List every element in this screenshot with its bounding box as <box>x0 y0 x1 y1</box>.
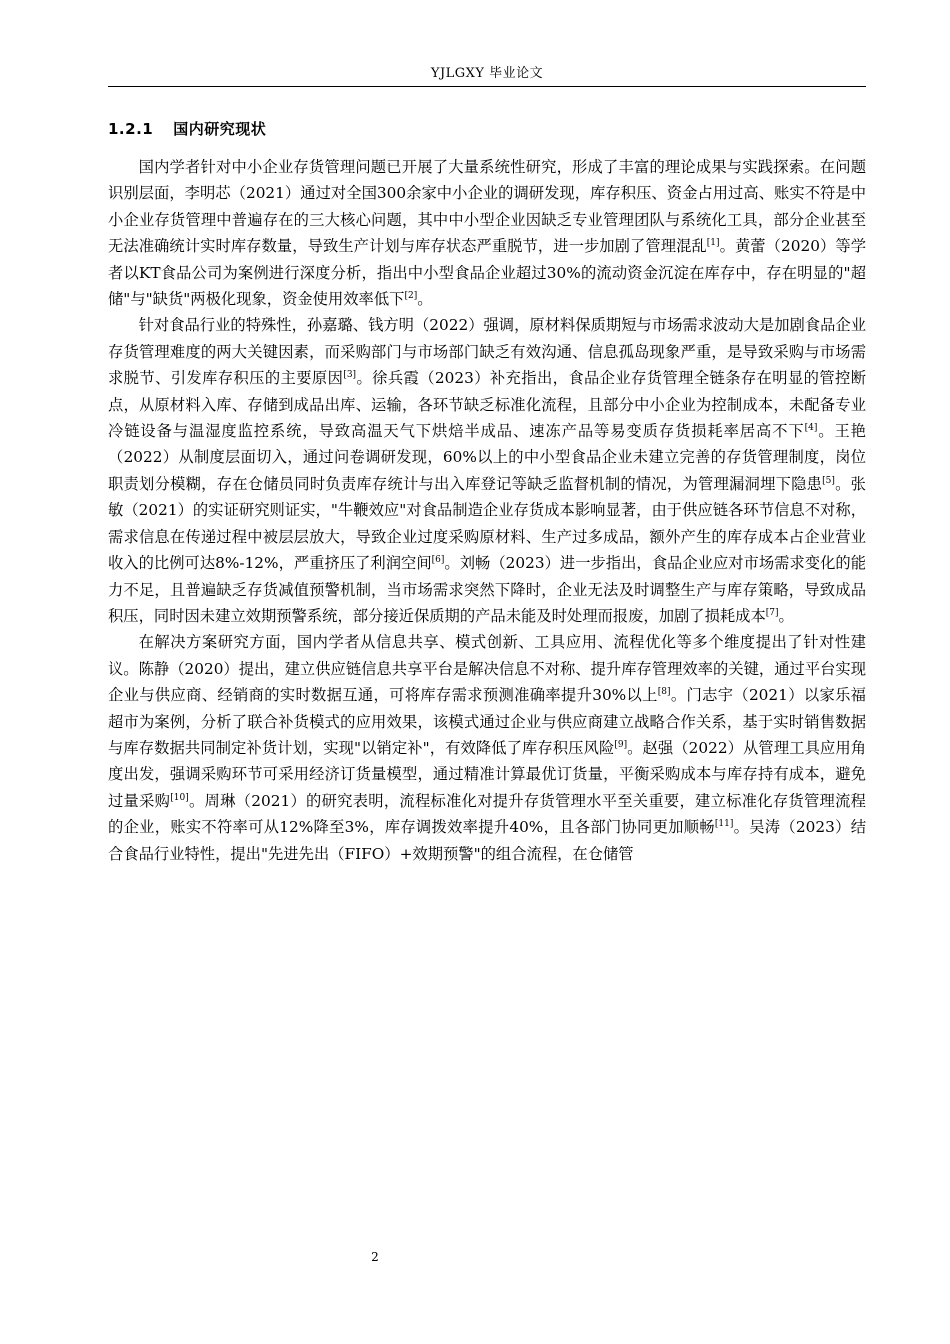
citation-ref: [7] <box>765 607 779 618</box>
citation-ref: [5] <box>822 475 835 486</box>
citation-ref: [9] <box>614 739 628 750</box>
page-number: 2 <box>371 1250 379 1264</box>
paragraph-text: 。赵强（2022）从管理工具应用角度出发，强调采购环节可采用经济订货量模型，通过精准计算最优订货量，平衡采购成本与库存持有成本，避免过量采购 <box>108 738 866 810</box>
paragraph-text: 。黄蕾（2020）等学者以KT食品公司为案例进行深度分析，指出中小型食品企业超过30%的流动资金沉淀在库存中，存在明显的"超储"与"缺货"两极化现象，资金使用效率低下 <box>108 237 866 309</box>
paragraph-text: 。周琳（2021）的研究表明，流程标准化对提升存货管理水平至关重要，建立标准化存货管理流程的企业，账实不符率可从12%降至3%，库存调拨效率提升40%，且各部门协同更加顺畅 <box>108 791 866 837</box>
citation-ref: [1] <box>706 238 720 249</box>
body-paragraph <box>108 629 866 867</box>
citation-ref: [2] <box>404 290 418 301</box>
paragraph-text: 国内学者针对中小企业存货管理问题已开展了大量系统性研究，形成了丰富的理论成果与实践探索。在问题识别层面，李明芯（2021）通过对全国300余家中小企业的调研发现，库存积压、资金占用过高、账实不符是中小企业存货管理中普遍存在的三大核心问题，其中中小型企业因缺乏专业管理团队与系统化工具，部分企业甚至无法准确统计实时库存数量，导致生产计划与库存状态严重脱节，进一步加剧了管理混乱 <box>108 158 866 256</box>
citation-ref: [4] <box>804 422 818 433</box>
paragraph-text: 。门志宇（2021）以家乐福超市为案例，分析了联合补货模式的应用效果，该模式通过企业与供应商建立战略合作关系，基于实时销售数据与库存数据共同制定补货计划，实现"以销定补"，有效降低了库存积压风险 <box>108 686 866 757</box>
section-heading <box>108 118 866 139</box>
body-paragraph <box>108 312 866 629</box>
citation-ref: [6] <box>431 555 445 565</box>
paragraph-text: 。吴涛（2023）结合食品行业特性，提出"先进先出（FIFO）+效期预警"的组合流程，在仓储管 <box>108 818 866 863</box>
body-paragraph <box>108 154 866 312</box>
paragraph-text: 。张敏（2021）的实证研究则证实，"牛鞭效应"对食品制造企业存货成本影响显著，由于供应链各环节信息不对称，需求信息在传递过程中被层层放大，导致企业过度采购原材料、生产过多成品，额外产生的库存成本占企业营业收入的比例可达8%-12%，严重挤压了利润空间 <box>108 474 866 573</box>
paragraph-text: 在解决方案研究方面，国内学者从信息共享、模式创新、工具应用、流程优化等多个维度提出了针对性建议。陈静（2020）提出，建立供应链信息共享平台是解决信息不对称、提升库存管理效率的关键，通过平台实现企业与供应商、经销商的实时数据互通，可将库存需求预测准确率提升30%以上 <box>108 633 866 705</box>
paragraph-text: 。王艳（2022）从制度层面切入，通过问卷调研发现，60%以上的中小型食品企业未建立完善的存货管理制度，岗位职责划分模糊，存在仓储员同时负责库存统计与出入库登记等缺乏监督机制的情况，为管理漏洞埋下隐患 <box>108 422 866 493</box>
paragraphs <box>108 154 866 867</box>
citation-ref: [8] <box>657 687 671 698</box>
citation-ref: [11] <box>714 819 734 830</box>
paragraph-text: 针对食品行业的特殊性，孙嘉璐、钱方明（2022）强调，原材料保质期短与市场需求波动大是加剧食品企业存货管理难度的两大关键因素，而采购部门与市场部门缺乏有效沟通、信息孤岛现象严重，是导致采购与市场需求脱节、引发库存积压的主要原因 <box>108 316 866 388</box>
page-header: YJLGXY 毕业论文 <box>108 62 866 87</box>
document-body <box>108 118 866 867</box>
paragraph-text: 。刘畅（2023）进一步指出，食品企业应对市场需求变化的能力不足，且普遍缺乏存货减值预警机制，当市场需求突然下降时，企业无法及时调整生产与库存策略，导致成品积压，同时因未建立效期预警系统，部分接近保质期的产品未能及时处理而报废，加剧了损耗成本 <box>108 554 866 625</box>
citation-ref: [3] <box>343 370 357 381</box>
citation-ref: [10] <box>170 792 189 803</box>
section-title: 国内研究现状 <box>173 120 267 138</box>
paragraph-text: 。 <box>778 606 794 625</box>
paragraph-text: 。徐兵霞（2023）补充指出，食品企业存货管理全链条存在明显的管控断点，从原材料入库、存储到成品出库、运输，各环节缺乏标准化流程，且部分中小企业为控制成本，未配备专业冷链设备与温湿度监控系统，导致高温天气下烘焙半成品、速冻产品等易变质存货损耗率居高不下 <box>108 369 866 441</box>
section-number: 1.2.1 <box>108 120 154 138</box>
paragraph-text: 。 <box>417 290 433 309</box>
